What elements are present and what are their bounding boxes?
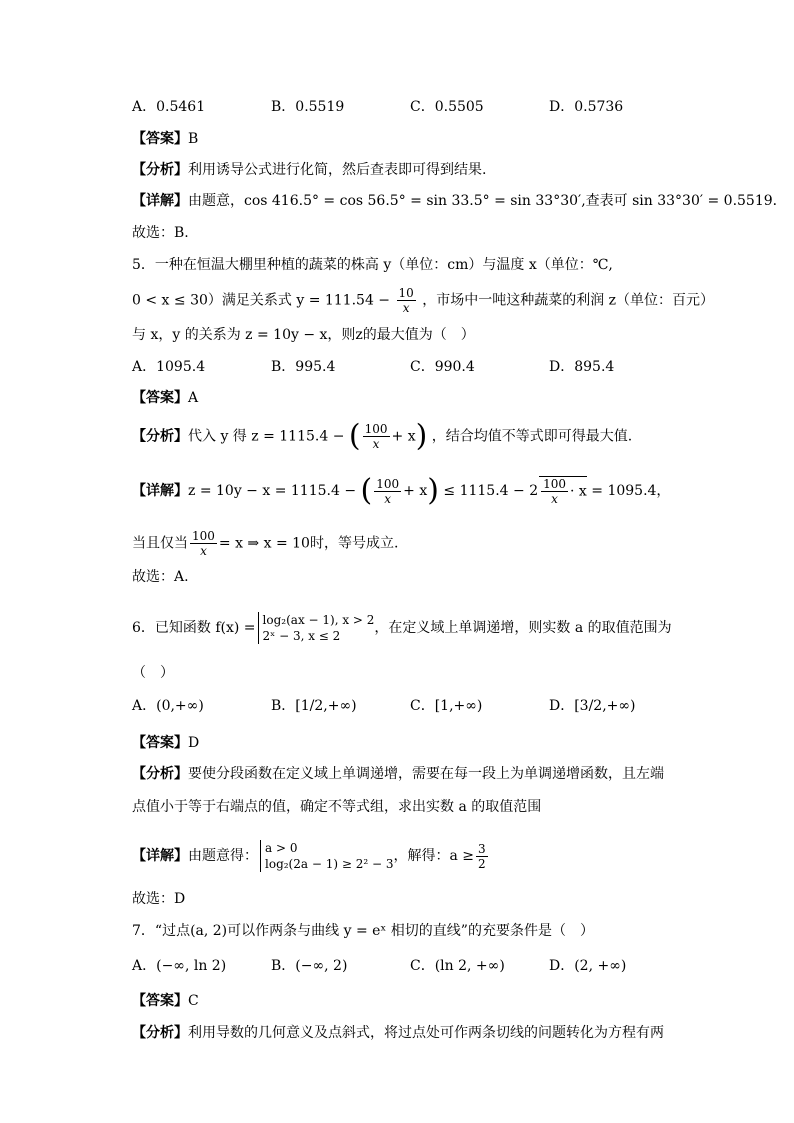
q7-option-a: A．(−∞, ln 2) xyxy=(132,958,227,974)
piecewise-brace: log₂(ax − 1), x > 2 2ˣ − 3, x ≤ 2 xyxy=(258,612,375,644)
analysis-label: 【分析】 xyxy=(132,162,188,178)
detail-label: 【详解】 xyxy=(132,483,188,499)
q4-option-a: A．0.5461 xyxy=(132,99,206,115)
q7-option-d: D．(2, +∞) xyxy=(549,958,627,974)
q4-conclusion: 故选：B. xyxy=(132,225,189,241)
detail-label: 【详解】 xyxy=(132,193,188,209)
q6-detail: 【详解】由题意得： a > 0 log₂(2a − 1) ≥ 2² − 3，解得：a ≥ $\frac{3}{2}$ xyxy=(132,841,486,871)
q4-detail: 【详解】由题意，cos 416.5° = cos 56.5° = sin 33.5° = sin 33°30′,查表可 sin 33°30′ = 0.5519． xyxy=(132,193,787,209)
q6-stem-paren: （ ） xyxy=(132,665,174,681)
q5-equality-condition: 当且仅当 $\frac{100}{x}$ = x ⇒ x = 10时，等号成立. xyxy=(132,529,399,558)
answer-label: 【答案】 xyxy=(132,993,188,1009)
q5-detail: 【详解】z = 10y − x = 1115.4 − ( $\frac{100}{x}$ + x) ≤ 1115.4 − 2 $\frac{100}{x}$ · x = 1095.4， xyxy=(132,473,671,508)
q6-option-d: D．[3/2,+∞) xyxy=(549,698,636,714)
q4-analysis: 【分析】利用诱导公式进行化简，然后查表即可得到结果. xyxy=(132,162,487,178)
q5-stem-line-2: 0 < x ≤ 30）满足关系式 y = 111.54 − $\frac{10}{x}$ ，市场中一吨这种蔬菜的利润 z（单位：百元） xyxy=(132,286,715,315)
q6-stem: 6．已知函数 f(x) = log₂(ax − 1), x > 2 2ˣ − 3, x ≤ 2 ，在定义域上单调递增，则实数 a 的取值范围为 xyxy=(132,613,672,643)
analysis-label: 【分析】 xyxy=(132,766,188,782)
q7-analysis: 【分析】利用导数的几何意义及点斜式，将过点处可作两条切线的问题转化为方程有两 xyxy=(132,1025,664,1041)
q5-stem-line-1: 5．一种在恒温大棚里种植的蔬菜的株高 y（单位：cm）与温度 x（单位：℃, xyxy=(132,257,613,273)
q5-answer: 【答案】A xyxy=(132,390,199,406)
q6-analysis-line-1: 【分析】要使分段函数在定义域上单调递增，需要在每一段上为单调递增函数，且左端 xyxy=(132,766,664,782)
square-root: $\frac{100}{x}$ · x xyxy=(539,476,587,506)
analysis-label: 【分析】 xyxy=(132,428,188,445)
q7-option-b: B．(−∞, 2) xyxy=(271,958,348,974)
q6-answer: 【答案】D xyxy=(132,735,200,751)
answer-label: 【答案】 xyxy=(132,735,188,751)
q5-analysis: 【分析】代入 y 得 z = 1115.4 − ( $\frac{100}{x}$ + x) ，结合均值不等式即可得最大值. xyxy=(132,418,633,454)
q6-option-b: B．[1/2,+∞) xyxy=(271,698,357,714)
answer-label: 【答案】 xyxy=(132,131,188,147)
q4-option-b: B．0.5519 xyxy=(271,99,345,115)
fraction: $\frac{3}{2}$ xyxy=(478,841,486,871)
q6-conclusion: 故选：D xyxy=(132,891,186,907)
q4-option-d: D．0.5736 xyxy=(549,99,624,115)
q5-option-c: C．990.4 xyxy=(410,359,475,375)
q7-option-c: C．(ln 2, +∞) xyxy=(410,958,505,974)
q5-option-d: D．895.4 xyxy=(549,359,615,375)
q4-answer: 【答案】B xyxy=(132,131,199,147)
fraction: $\frac{100}{x}$ xyxy=(376,476,400,506)
q4-option-c: C．0.5505 xyxy=(410,99,484,115)
q5-option-b: B．995.4 xyxy=(271,359,336,375)
fraction: $\frac{100}{x}$ xyxy=(192,529,215,558)
q6-option-c: C．[1,+∞) xyxy=(410,698,483,714)
q6-analysis-line-2: 点值小于等于右端点的值，确定不等式组，求出实数 a 的取值范围 xyxy=(132,799,542,815)
analysis-label: 【分析】 xyxy=(132,1025,188,1041)
system-brace: a > 0 log₂(2a − 1) ≥ 2² − 3 xyxy=(260,840,393,872)
q5-stem-line-3: 与 x，y 的关系为 z = 10y − x，则z的最大值为（ ） xyxy=(132,327,475,343)
q5-option-a: A．1095.4 xyxy=(132,359,206,375)
fraction: $\frac{10}{x}$ xyxy=(398,286,414,315)
q6-option-a: A．(0,+∞) xyxy=(132,698,204,714)
answer-label: 【答案】 xyxy=(132,390,188,406)
detail-label: 【详解】 xyxy=(132,848,188,864)
q7-stem: 7．“过点(a, 2)可以作两条与曲线 y = eˣ 相切的直线”的充要条件是（ ） xyxy=(132,923,594,939)
fraction: $\frac{100}{x}$ xyxy=(364,422,388,451)
q7-answer: 【答案】C xyxy=(132,993,199,1009)
q5-conclusion: 故选：A. xyxy=(132,569,189,585)
